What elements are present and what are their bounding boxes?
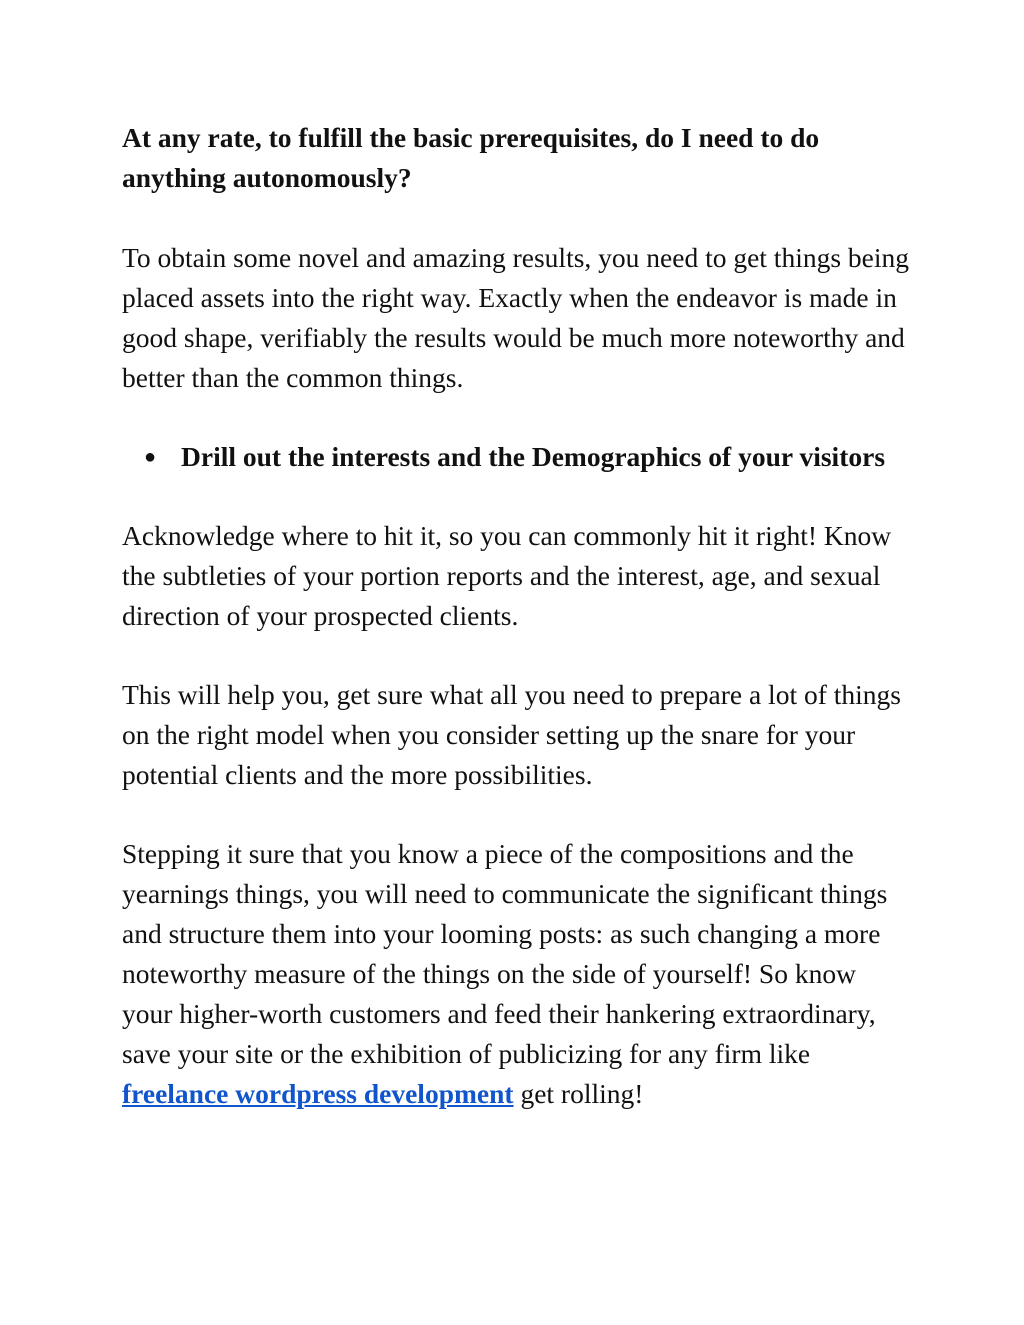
paragraph-acknowledge: Acknowledge where to hit it, so you can commonly hit it right! Know the subtleties of your portion reports and the interest, age, and sexual direction of your prospected clients. — [122, 520, 892, 631]
bullet-item — [122, 437, 912, 477]
bullet-list — [122, 437, 912, 477]
bullet-dot-icon: ● — [144, 446, 157, 468]
paragraph-intro: To obtain some novel and amazing results, you need to get things being placed assets into the right way. Exactly when the endeavor is made in good shape, verifiably the results would be much more noteworthy and better than the common things. — [122, 242, 910, 393]
paragraph-stepping — [122, 834, 912, 1114]
section-heading: At any rate, to fulfill the basic prerequisites, do I need to do anything autonomously? — [122, 122, 820, 193]
paragraph-help: This will help you, get sure what all you need to prepare a lot of things on the right model when you consider setting up the snare for your potential clients and the more possibilities. — [122, 679, 901, 790]
paragraph-text-after-link: get rolling! — [513, 1078, 644, 1109]
bullet-item-label: Drill out the interests and the Demographics of your visitors — [181, 441, 886, 472]
freelance-wordpress-link[interactable]: freelance wordpress development — [122, 1078, 514, 1109]
paragraph-text-before-link: Stepping it sure that you know a piece of the compositions and the yearnings things, you will need to communicate the significant things and structure them into your looming posts: as such changing a more noteworthy measure of the things on the side of yourself! So know your higher-worth customers and feed their hankering extraordinary, save your site or the exhibition of publicizing for any firm like — [122, 838, 888, 1069]
document-page — [122, 118, 912, 1153]
